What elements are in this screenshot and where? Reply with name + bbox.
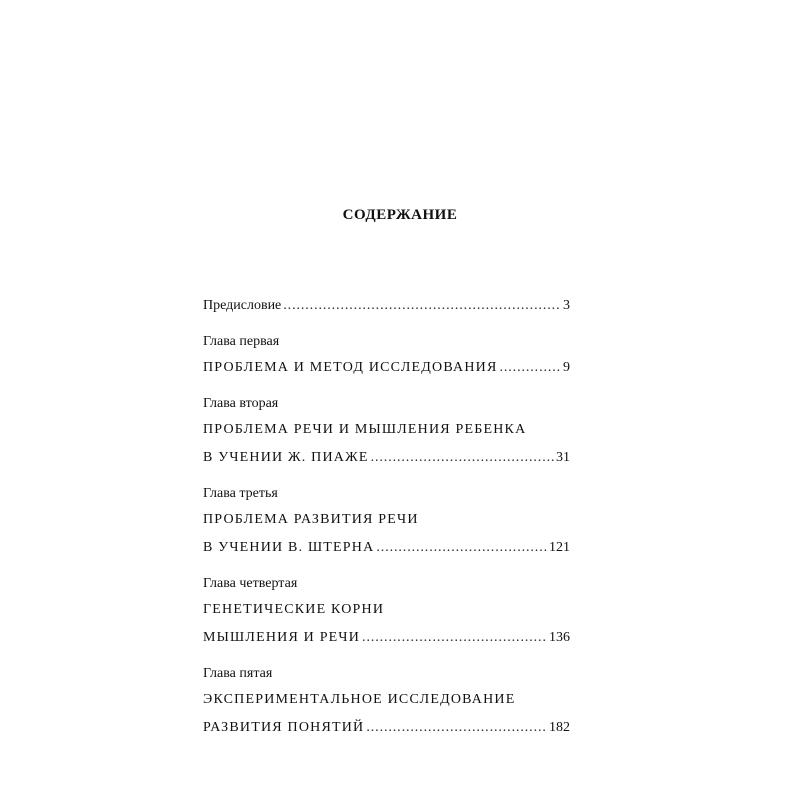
chapter-label: Глава третья [203, 486, 278, 501]
chapter-title: В УЧЕНИИ Ж. ПИАЖЕ [203, 450, 369, 465]
chapter-title: ПРОБЛЕМА РАЗВИТИЯ РЕЧИ [203, 512, 419, 527]
toc-page-number: 31 [556, 450, 570, 465]
chapter-title: ПРОБЛЕМА РЕЧИ И МЫШЛЕНИЯ РЕБЕНКА [203, 422, 527, 437]
chapter-title: РАЗВИТИЯ ПОНЯТИЙ [203, 720, 365, 735]
chapter-label: Глава пятая [203, 666, 273, 681]
toc-entry-chapter-1 [203, 358, 570, 378]
toc-page-number: 136 [549, 630, 570, 645]
chapter-label: Глава вторая [203, 396, 279, 411]
toc-entry-preface [203, 296, 570, 316]
dot-leader [366, 718, 547, 738]
chapter-label: Глава первая [203, 334, 280, 349]
toc-entry-label: Предисловие [203, 298, 282, 313]
page-title: СОДЕРЖАНИЕ [342, 207, 458, 223]
dot-leader [499, 358, 561, 378]
toc-entry-chapter-4 [203, 628, 570, 648]
toc-entry-chapter-3 [203, 538, 570, 558]
chapter-title: ЭКСПЕРИМЕНТАЛЬНОЕ ИССЛЕДОВАНИЕ [203, 692, 516, 707]
dot-leader [376, 538, 547, 558]
toc-entry-chapter-5 [203, 718, 570, 738]
dot-leader [362, 628, 547, 648]
chapter-title: МЫШЛЕНИЯ И РЕЧИ [203, 630, 361, 645]
chapter-title: В УЧЕНИИ В. ШТЕРНА [203, 540, 375, 555]
toc-entry-chapter-2 [203, 448, 570, 468]
dot-leader [283, 296, 561, 316]
toc-page-number: 9 [563, 360, 570, 375]
toc-page-number: 182 [549, 720, 570, 735]
dot-leader [371, 448, 554, 468]
toc-page-number: 3 [563, 298, 570, 313]
chapter-title: ГЕНЕТИЧЕСКИЕ КОРНИ [203, 602, 385, 617]
table-of-contents [203, 296, 570, 738]
toc-page-number: 121 [549, 540, 570, 555]
chapter-label: Глава четвертая [203, 576, 298, 591]
chapter-title: ПРОБЛЕМА И МЕТОД ИССЛЕДОВАНИЯ [203, 360, 498, 375]
